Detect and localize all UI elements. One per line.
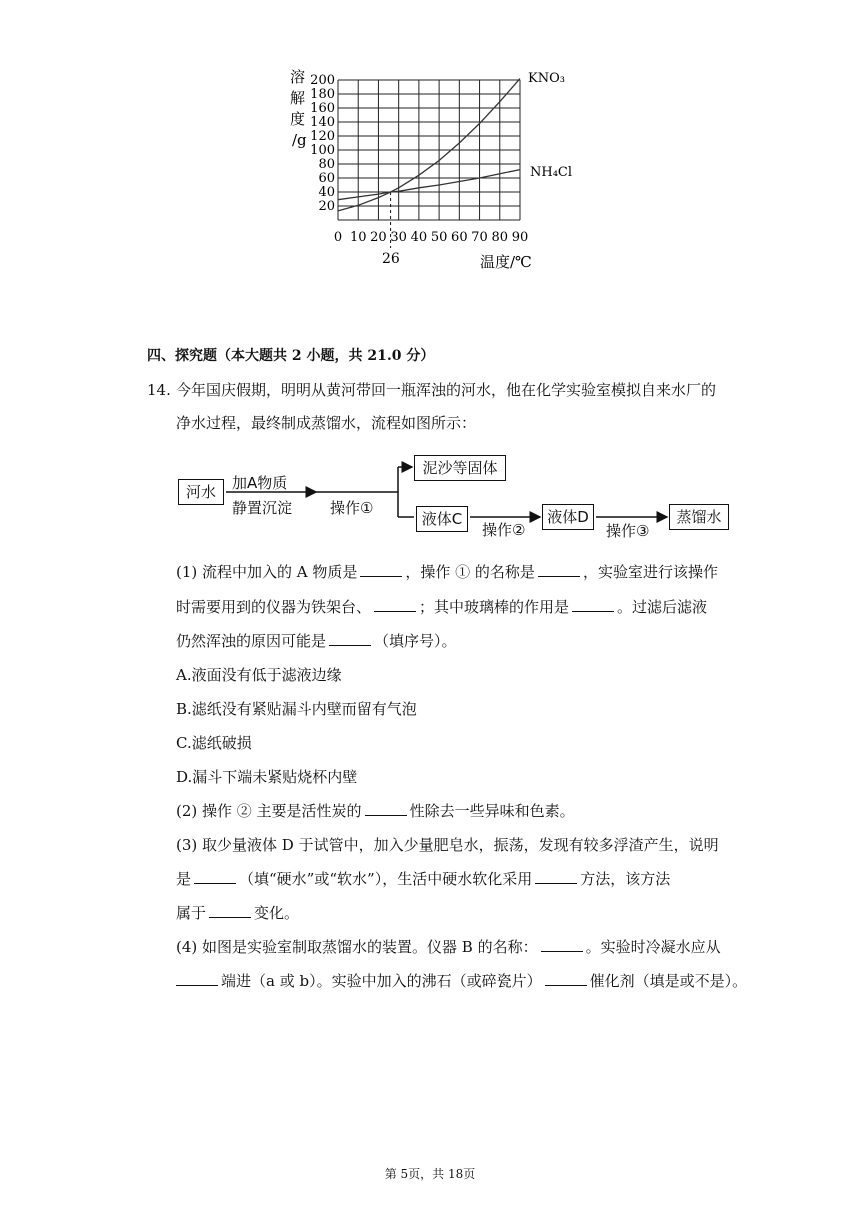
page-footer: 第 5页，共 18页 [384,1167,476,1181]
y-tick-label: 180 [310,87,335,102]
part3-line1: (3) 取少量液体 D 于试管中，加入少量肥皂水，振荡，发现有较多浮渣产生，说明 [176,836,719,854]
x-tick-label: 60 [451,230,468,245]
blank [209,903,251,918]
x-tick-label: 80 [491,230,509,245]
x-tick-label: 0 [333,230,343,245]
chart-grid [338,80,520,248]
y-tick-label: 160 [310,101,335,116]
label-add-a: 加A物质 [232,474,288,492]
curve-nh4cl [338,170,520,200]
x-tick-label: 10 [349,230,367,245]
series-label-nh4cl: NH₄Cl [530,165,573,180]
blank [535,869,577,884]
y-tick-label: 200 [310,73,335,88]
y-tick-label: 80 [318,157,335,172]
option-d: D.漏斗下端未紧贴烧杯内壁 [176,768,358,786]
curve-kno3 [338,79,520,211]
blank [360,562,402,577]
flowchart [170,450,740,550]
part2-line1: (2) 操作 ② 主要是活性炭的 性除去一些异味和色素。 [176,802,575,820]
option-a: A.液面没有低于滤液边缘 [176,666,342,684]
blank [365,801,407,816]
box-river-water: 河水 [178,479,224,505]
x-tick-label: 90 [511,230,529,245]
blank [329,631,371,646]
box-distilled-water: 蒸馏水 [669,504,729,530]
part3-line2: 是 （填“硬水”或“软水”），生活中硬水软化采用 方法，该方法 [176,870,671,888]
y-tick-label: 20 [318,199,335,214]
question-number: 14. [147,381,171,399]
part3-line3: 属于 变化。 [176,904,300,922]
x-tick-label: 70 [471,230,488,245]
option-b: B.滤纸没有紧贴漏斗内壁而留有气泡 [176,700,417,718]
blank [176,971,218,986]
chart-curves [338,79,520,211]
marker-26-label: 26 [382,251,400,267]
x-tick-label: 30 [390,230,407,245]
part4-line1: (4) 如图是实验室制取蒸馏水的装置。仪器 B 的名称： 。实验时冷凝水应从 [176,938,721,956]
box-liquid-d: 液体D [542,504,594,530]
y-axis-label-1: 溶 [290,68,306,86]
question-stem-line2: 净水过程，最终制成蒸馏水，流程如图所示： [176,414,477,432]
part1-line3: 仍然浑浊的原因可能是 （填序号）。 [176,632,457,650]
section-title: 四、探究题（本大题共 2 小题，共 21.0 分） [147,348,435,364]
option-c: C.滤纸破损 [176,734,252,752]
blank [572,597,614,612]
y-axis-label-4: /g [292,131,307,149]
question-stem-line1: 今年国庆假期，明明从黄河带回一瓶浑浊的河水，他在化学实验室模拟自来水厂的 [176,381,717,399]
label-op1: 操作① [330,499,374,517]
solubility-chart [280,60,600,280]
y-tick-label: 120 [310,129,335,144]
label-op3: 操作③ [606,522,650,540]
x-tick-label: 20 [370,230,387,245]
y-tick-label: 60 [318,171,335,186]
y-tick-label: 100 [310,143,335,158]
x-tick-label: 40 [410,230,428,245]
label-op2: 操作② [482,521,526,539]
box-liquid-c: 液体C [416,506,468,532]
blank [538,562,580,577]
y-tick-label: 140 [310,115,335,130]
label-settle: 静置沉淀 [232,499,293,517]
y-axis-label-2: 解 [290,89,306,107]
x-axis-label: 温度/℃ [480,253,532,271]
part4-line2: 端进（a 或 b）。实验中加入的沸石（或碎瓷片） 催化剂（填是或不是）。 [176,971,747,991]
y-tick-label: 40 [318,185,335,200]
part1-line2: 时需要用到的仪器为铁架台、 ；其中玻璃棒的作用是 。过滤后滤液 [176,598,708,616]
blank [374,597,416,612]
box-solid: 泥沙等固体 [414,455,506,481]
part1-line1: (1) 流程中加入的 A 物质是 ，操作 ① 的名称是 ，实验室进行该操作 [176,563,718,581]
blank [541,937,583,952]
flowchart-arrows [170,450,740,550]
x-tick-label: 50 [430,230,448,245]
series-label-kno3: KNO₃ [528,71,565,86]
blank [545,971,587,986]
y-axis-label-3: 度 [290,110,306,128]
blank [194,869,236,884]
